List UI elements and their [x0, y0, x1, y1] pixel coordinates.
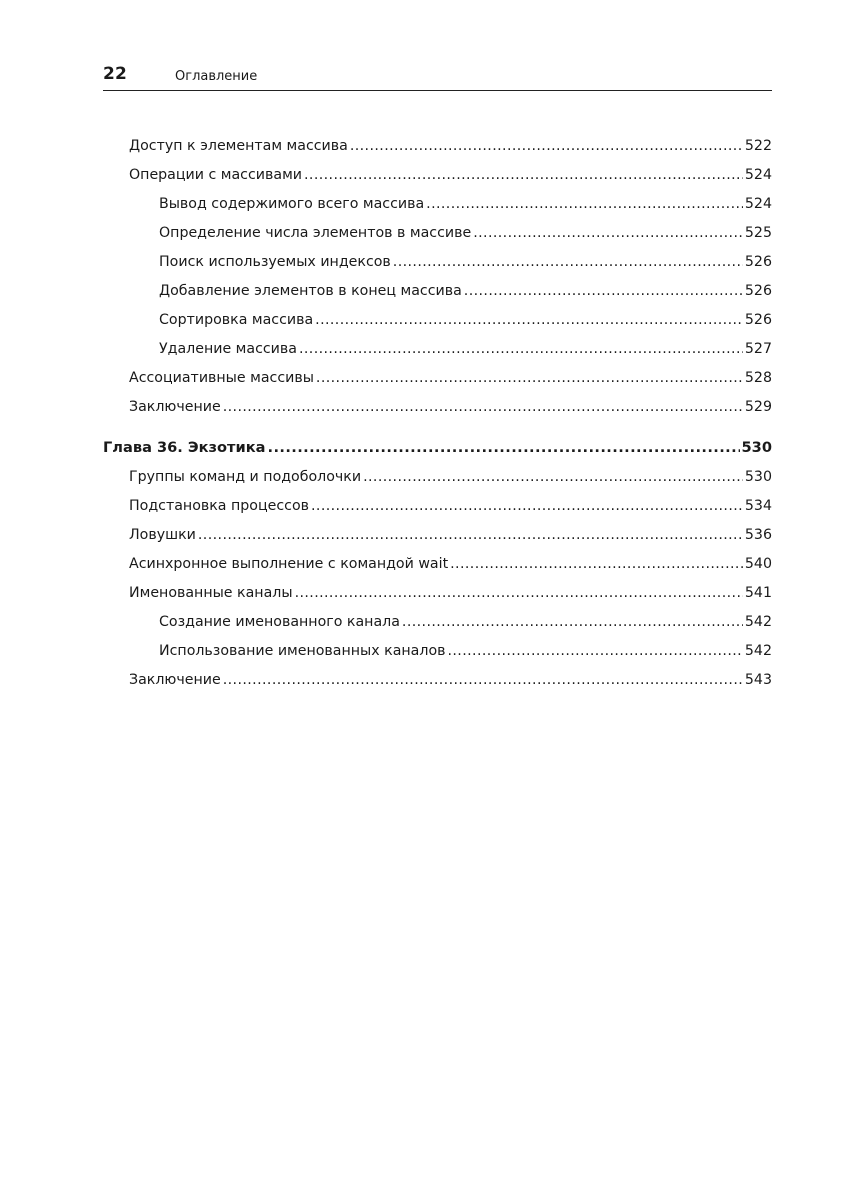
- page-number: 22: [103, 64, 128, 84]
- toc-entry-page: 534: [744, 498, 772, 514]
- toc-dot-leader: [316, 368, 743, 388]
- toc-entry-label: Ловушки: [129, 527, 196, 543]
- toc-entry[interactable]: [103, 496, 772, 525]
- toc-entry-page: 541: [744, 585, 772, 601]
- toc-entry[interactable]: [103, 252, 772, 281]
- toc-entry[interactable]: [103, 670, 772, 699]
- toc-entry-label: Создание именованного канала: [159, 614, 400, 630]
- toc-dot-leader: [311, 496, 743, 516]
- toc-entry-page: 524: [744, 167, 772, 183]
- toc-entry-label: Заключение: [129, 399, 221, 415]
- toc-entry-page: 526: [744, 312, 772, 328]
- toc-entry[interactable]: [103, 310, 772, 339]
- toc-entry-page: 527: [744, 341, 772, 357]
- toc-entry-label: Поиск используемых индексов: [159, 254, 391, 270]
- toc-entry[interactable]: [103, 223, 772, 252]
- toc-entry-label: Заключение: [129, 672, 221, 688]
- toc-entry[interactable]: [103, 281, 772, 310]
- toc-entry-page: 542: [744, 643, 772, 659]
- toc-entry-label: Добавление элементов в конец массива: [159, 283, 462, 299]
- toc-entry-label: Определение числа элементов в массиве: [159, 225, 472, 241]
- toc-chapter-entry[interactable]: [103, 438, 772, 467]
- toc-entry-page: 543: [744, 672, 772, 688]
- toc-entry[interactable]: [103, 554, 772, 583]
- toc-entry-label: Именованные каналы: [129, 585, 293, 601]
- toc-dot-leader: [464, 281, 743, 301]
- toc-chapter-page: 530: [741, 439, 772, 456]
- chapter-spacer: [103, 426, 772, 438]
- toc-entry-label: Вывод содержимого всего массива: [159, 196, 425, 212]
- toc-entry-label: Сортировка массива: [159, 312, 314, 328]
- toc-dot-leader: [268, 438, 740, 458]
- toc-entry-page: 540: [744, 556, 772, 572]
- toc-entry-label: Подстановка процессов: [129, 498, 309, 514]
- toc-dot-leader: [295, 583, 743, 603]
- toc-entry-label: Операции с массивами: [129, 167, 302, 183]
- toc-dot-leader: [350, 136, 743, 156]
- toc-dot-leader: [299, 339, 743, 359]
- toc-group-1: [103, 136, 772, 426]
- toc-entry[interactable]: [103, 339, 772, 368]
- toc-dot-leader: [198, 525, 743, 545]
- toc-entry-page: 524: [744, 196, 772, 212]
- toc-dot-leader: [304, 165, 743, 185]
- toc-entry-label: Ассоциативные массивы: [129, 370, 314, 386]
- toc-entry[interactable]: [103, 641, 772, 670]
- toc-entry-label: Удаление массива: [159, 341, 297, 357]
- toc-entry[interactable]: [103, 612, 772, 641]
- toc-dot-leader: [223, 397, 743, 417]
- toc-dot-leader: [402, 612, 743, 632]
- toc-entry[interactable]: [103, 467, 772, 496]
- toc-dot-leader: [426, 194, 743, 214]
- toc-entry[interactable]: [103, 368, 772, 397]
- toc-entry[interactable]: [103, 525, 772, 554]
- toc-entry[interactable]: [103, 165, 772, 194]
- toc-dot-leader: [450, 554, 743, 574]
- table-of-contents: [103, 136, 772, 699]
- toc-entry-page: 528: [744, 370, 772, 386]
- running-title: Оглавление: [175, 69, 258, 84]
- toc-entry[interactable]: [103, 583, 772, 612]
- toc-entry-page: 530: [744, 469, 772, 485]
- toc-dot-leader: [447, 641, 742, 661]
- toc-dot-leader: [363, 467, 743, 487]
- toc-dot-leader: [315, 310, 743, 330]
- toc-entry-page: 525: [744, 225, 772, 241]
- toc-chapter-label: Глава 36. Экзотика: [103, 439, 266, 456]
- toc-entry-label: Асинхронное выполнение с командой wait: [129, 556, 449, 572]
- toc-entry-page: 542: [744, 614, 772, 630]
- toc-dot-leader: [223, 670, 743, 690]
- toc-entry-label: Группы команд и подоболочки: [129, 469, 362, 485]
- toc-entry-label: Использование именованных каналов: [159, 643, 446, 659]
- toc-entry-page: 526: [744, 254, 772, 270]
- toc-entry-page: 536: [744, 527, 772, 543]
- toc-entry-page: 522: [744, 138, 772, 154]
- toc-entry-page: 529: [744, 399, 772, 415]
- toc-dot-leader: [473, 223, 743, 243]
- toc-dot-leader: [393, 252, 743, 272]
- page-header: [103, 62, 772, 91]
- toc-entry-label: Доступ к элементам массива: [129, 138, 348, 154]
- toc-entry[interactable]: [103, 194, 772, 223]
- toc-entry[interactable]: [103, 397, 772, 426]
- toc-entry-page: 526: [744, 283, 772, 299]
- toc-entry[interactable]: [103, 136, 772, 165]
- toc-group-2: [103, 467, 772, 699]
